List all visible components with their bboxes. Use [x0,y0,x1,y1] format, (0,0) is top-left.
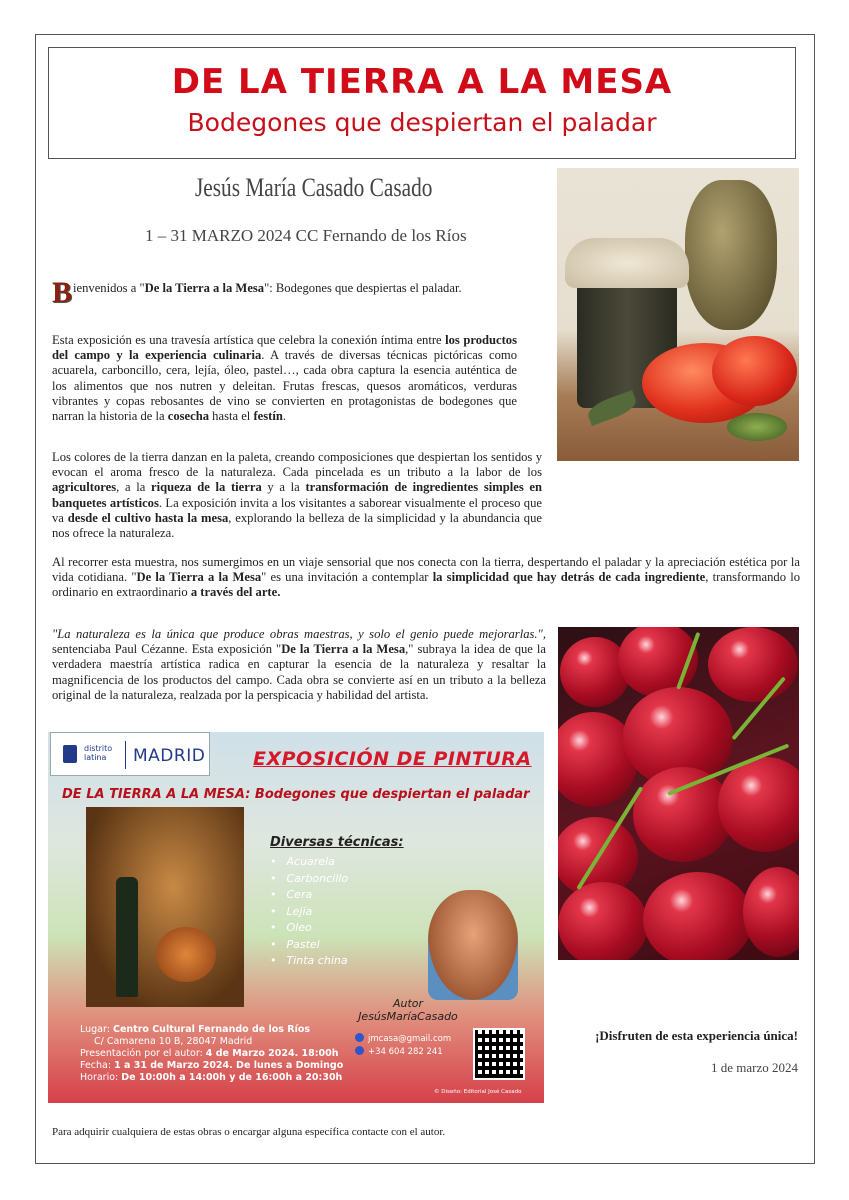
text-bold: riqueza de la tierra [150,480,262,495]
cherries-painting [558,627,799,960]
techniques-list [270,854,348,970]
technique-item: • Tinta china [270,953,348,970]
paragraph-5 [52,627,546,703]
cherry-shape [743,867,799,957]
bottle-shape [116,877,138,997]
text-run: Esta exposición es una travesía artística que celebra la conexión íntima entre [52,333,446,347]
jar-cloth-shape [565,238,689,288]
text-bold: la simplicidad que hay detrás de cada ingrediente [432,570,706,585]
info-lugar [80,1024,343,1036]
page-title: DE LA TIERRA A LA MESA [171,62,673,102]
technique-item: • Cera [270,887,348,904]
pepper-shape [727,413,787,441]
exhibition-dates: 1 – 31 MARZO 2024 CC Fernando de los Ríos [145,226,467,245]
phone: +34 604 282 241 [368,1047,443,1057]
poster-info [80,1024,343,1084]
qr-code-icon [475,1030,523,1078]
text-bold: festín [253,409,283,424]
email: jmcasa@gmail.com [368,1034,452,1044]
text-run: . A través de diversas técnicas pictóricas como acuarela, carboncillo, cera, lejía, óleo, pastel…, cada obra captura la esencia auténtica de los alimentos que nos nutren y deleitan. Frutas frescas, quesos aromáticos, verduras vibrantes y copas rebosantes de vino se convierten en protagonistas de bodegones que narran la historia de la [52,348,517,424]
autor-label: Autor [392,997,424,1010]
autor-name: JesúsMaríaCasado [358,1010,458,1023]
technique-item: • Oleo [270,920,348,937]
poster-credit: © Diseño: Editorial José Casado [434,1089,522,1095]
paragraph-2 [52,333,517,424]
techniques-title: Diversas técnicas: [270,835,404,850]
logo-separator [125,741,126,769]
footer-note: Para adquirir cualquiera de estas obras o encargar alguna específica contacte con el autor. [52,1126,446,1138]
label: Presentación por el autor: [80,1048,206,1059]
poster-subtitle: DE LA TIERRA A LA MESA: Bodegones que despiertan el paladar [62,787,530,802]
text-run: " es una invitación a contemplar [261,570,433,585]
technique-item: • Lejía [270,904,348,921]
value: 1 a 31 de Marzo 2024. De lunes a Domingo [114,1060,344,1071]
poster-still-life-image [86,807,244,1007]
value: Centro Cultural Fernando de los Ríos [112,1024,311,1035]
technique-item: • Acuarela [270,854,348,871]
closing-message: ¡Disfruten de esta experiencia única! [595,1028,798,1043]
logo-district: distrito [84,744,113,753]
intro-paragraph [52,276,522,309]
madrid-district-logo [50,732,210,776]
page-subtitle: Bodegones que despiertan el paladar [187,108,657,137]
label: Fecha: [80,1060,115,1071]
copper-pan-shape [156,927,216,982]
logo-district-text [84,744,112,762]
technique-item: • Carboncillo [270,871,348,888]
text-bold: los productos del campo y la experiencia culinaria [52,333,517,363]
cherry-shape [718,757,799,852]
info-horario [80,1072,343,1084]
author-name: Jesús María Casado Casado [195,173,433,202]
info-presentacion [80,1048,343,1060]
email-icon [355,1033,364,1042]
jar-tomato-still-life-painting [557,168,799,461]
poster-contact [355,1033,451,1059]
text-run: Al recorrer esta muestra, nos sumergimos en un viaje sensorial que nos conecta con la tierra, despertando el paladar y la apreciación estética por la vida cotidiana. " [52,555,800,585]
contact-phone [355,1046,451,1059]
contact-email [355,1033,451,1046]
text-bold: a través del arte. [190,585,281,600]
text-run: , explorando la belleza de la simplicidad y la abundancia que nos ofrece la naturaleza. [52,510,542,541]
text-run: y a la [261,480,306,495]
tomato-shape [712,336,797,406]
header-box [48,47,796,159]
paragraph-3 [52,450,800,541]
text-bold: agricultores [52,480,117,495]
text-bold: De la Tierra a la Mesa [144,281,265,295]
text-run: hasta el [209,409,254,424]
text-bold: desde el cultivo hasta la mesa [67,510,229,525]
signature-date: 1 de marzo 2024 [710,1060,798,1075]
text-run: ": Bodegones que despiertas el paladar. [264,281,462,295]
info-fecha [80,1060,343,1072]
label: Lugar: [80,1024,113,1035]
info-address: C/ Camarena 10 B, 28047 Madrid [94,1036,253,1047]
label: Horario: [80,1072,122,1083]
cherry-shape [558,882,648,960]
text-bold: cosecha [167,409,210,424]
text-run: , transformando lo ordinario en extraordinario [52,570,800,600]
cherry-shape [708,627,798,702]
technique-item: • Pastel [270,937,348,954]
cezanne-quote: "La naturaleza es la única que produce obras maestras, y solo el genio puede mejorarlas.", [52,627,546,641]
author-portrait [428,890,518,1000]
text-bold: transformación de ingredientes simples en banquetes artísticos [52,480,542,510]
paragraph-3-wrap [52,450,542,541]
value: De 10:00h a 14:00h y de 16:00h a 20:30h [121,1072,343,1083]
text-run: . [282,409,286,424]
jug-shape [685,180,777,330]
cherry-shape [633,767,733,862]
text-run: ," subraya la idea de que la verdadera maestría artística radica en capturar la esencia de la naturaleza y resaltar la magnificencia de los productos del campo. Cada obra se convierte así en un tributo a la belleza original de la naturaleza, realzada por la perspicacia y habilidad del artista. [52,642,547,702]
text-bold: De la Tierra a la Mesa [281,642,406,657]
value: 4 de Marzo 2024. 18:00h [205,1048,339,1059]
paragraph-4 [52,555,800,601]
poster-author [348,997,468,1023]
logo-latina: latina [84,753,107,762]
text-bold: De la Tierra a la Mesa [136,570,262,585]
text-run: sentenciaba Paul Cézanne. Esta exposición " [52,642,282,657]
cherry-shape [643,872,753,960]
text-run: Los colores de la tierra danzan en la paleta, creando composiciones que despiertan los sentidos y evocan el aroma fresco de la naturaleza. Cada pincelada es un tributo a la labor de los [52,450,542,480]
phone-icon [355,1046,364,1055]
text-run: , a la [116,480,151,495]
drop-cap: B [52,276,73,309]
text-run: ienvenidos a " [73,281,145,295]
exhibition-poster [48,732,544,1103]
logo-city: MADRID [133,746,206,766]
poster-title: EXPOSICIÓN DE PINTURA [253,748,532,770]
madrid-crest-icon [63,745,77,763]
text-run: . La exposición invita a los visitantes a saborear visualmente el proceso que va [52,495,542,525]
